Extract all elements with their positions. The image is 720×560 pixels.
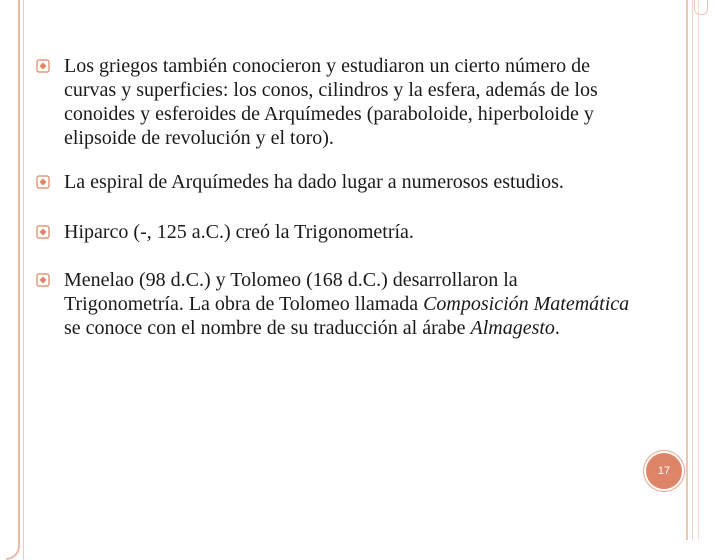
bullet-item [36,54,636,150]
bullet-text [64,55,598,149]
right-frame-hook-decoration [694,0,708,15]
bullet-item [36,170,636,194]
ornament-bullet-icon [36,175,50,189]
bullet-text-segment: . [554,317,560,339]
bullet-item [36,268,636,340]
italic-title-text: Almagesto [470,317,555,339]
ornament-bullet-icon [36,273,50,287]
bullet-text [64,221,414,243]
bullet-text-segment: Hiparco (-, 125 a.C.) creó la Trigonometría. [64,221,414,243]
bullet-text-segment: La espiral de Arquímedes ha dado lugar a numerosos estudios. [64,171,564,193]
page-number-badge: 17 [644,451,684,491]
right-frame-line [698,0,699,540]
italic-title-text: Composición Matemática [423,293,630,315]
bullet-text-segment: Los griegos también conocieron y estudiaron un cierto número de curvas y superficies: los conos, cilindros y la esfera, además de los conoides y esferoides de Arquímedes (paraboloide, hiperboloide y elipsoide de revolución y el toro). [64,55,598,149]
ornament-bullet-icon [36,59,50,73]
right-frame-line [686,0,688,540]
bullet-text [64,171,564,193]
bullet-text [64,269,629,339]
bullet-text-segment: Menelao (98 d.C.) y Tolomeo (168 d.C.) desarrollaron la Trigonometría. La obra de Tolomeo llamada [64,269,518,315]
right-frame-line [692,0,693,540]
bullet-list [36,54,636,340]
left-frame-line [14,0,24,560]
bullet-item [36,220,636,244]
bullet-text-segment: se conoce con el nombre de su traducción al árabe [64,317,471,339]
ornament-bullet-icon [36,225,50,239]
